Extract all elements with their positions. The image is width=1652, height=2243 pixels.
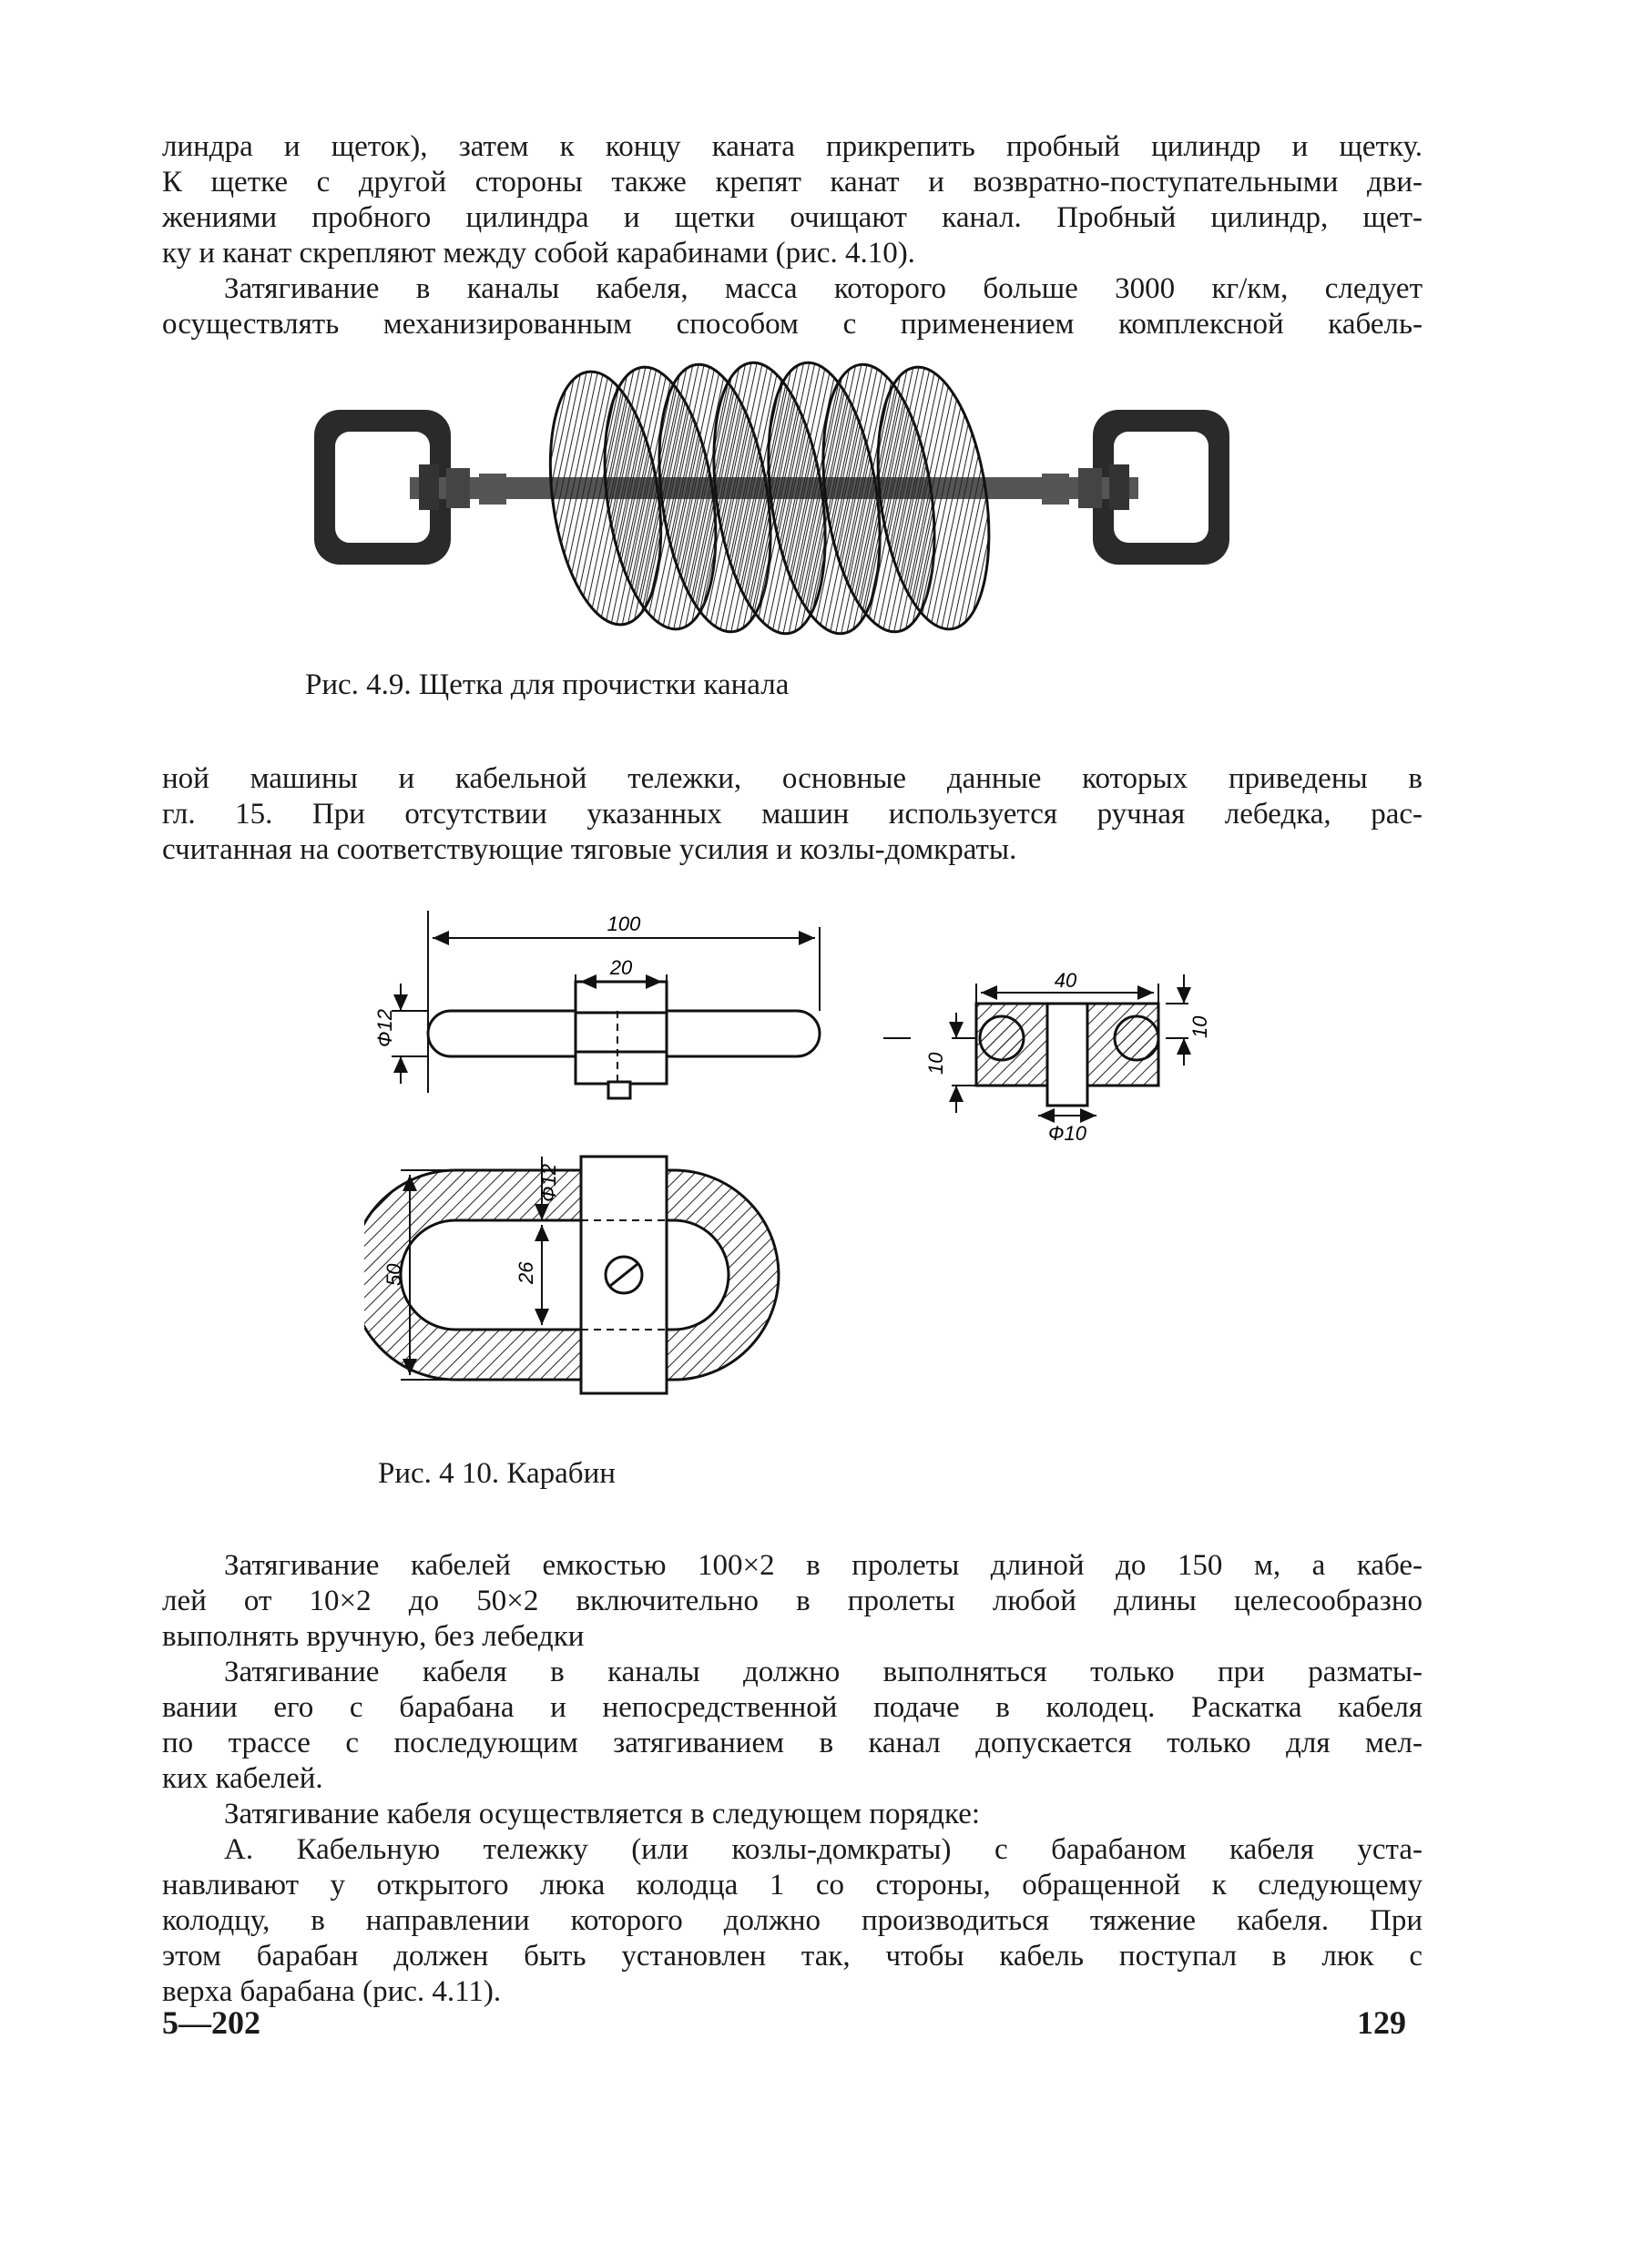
page-number: 129 xyxy=(1357,2004,1406,2041)
dim-top-length: 100 xyxy=(607,912,641,935)
section-view xyxy=(883,974,1188,1116)
text-line: Затягивание кабелей емкостью 100×2 в пролеты длиной до 150 м, а кабе- xyxy=(224,1549,1423,1582)
paragraph-2 xyxy=(162,271,1423,342)
dim-sect-left: 10 xyxy=(924,1052,947,1075)
dim-bot-rod: Ф12 xyxy=(537,1164,560,1202)
paragraph-1 xyxy=(162,129,1423,271)
text-line: ку и канат скрепляют между собой карабинами (рис. 4.10). xyxy=(162,237,915,270)
text-line: вании его с барабана и непосредственной подаче в колодец. Раскатка кабеля xyxy=(162,1691,1423,1724)
text-line: ной машины и кабельной тележки, основные данные которых приведены в xyxy=(162,762,1423,795)
text-line: лей от 10×2 до 50×2 включительно в пролеты любой длины целесообразно xyxy=(162,1585,1423,1617)
text-line: А. Кабельную тележку (или козлы-домкраты) с барабаном кабеля уста- xyxy=(224,1833,1423,1866)
text-line: выполнять вручную, без лебедки xyxy=(162,1620,585,1653)
text-line: верха барабана (рис. 4.11). xyxy=(162,1975,502,2008)
text-line: Затягивание кабеля осуществляется в следующем порядке: xyxy=(224,1798,981,1830)
dim-sect-width: 40 xyxy=(1054,969,1077,992)
text-line: осуществлять механизированным способом с применением комплексной кабель- xyxy=(162,308,1423,341)
text-line: линдра и щеток), затем к концу каната прикрепить пробный цилиндр и щетку. xyxy=(162,130,1423,163)
text-line: жениями пробного цилиндра и щетки очищают канал. Пробный цилиндр, щет- xyxy=(162,201,1423,234)
carabiner-drawing xyxy=(364,911,1239,1430)
text-line: считанная на соответствующие тяговые усилия и козлы-домкраты. xyxy=(162,833,1017,866)
text-line: К щетке с другой стороны также крепят канат и возвратно-поступательными дви- xyxy=(162,166,1423,199)
bristle-discs xyxy=(535,357,1004,641)
dim-bot-height: 50 xyxy=(382,1263,405,1286)
dim-sect-bolt: Ф10 xyxy=(1048,1122,1086,1145)
paragraph-4 xyxy=(162,1548,1423,1655)
paragraph-6 xyxy=(162,1797,1423,1832)
front-view xyxy=(364,1157,779,1393)
dim-top-sleeve: 20 xyxy=(609,956,633,979)
dim-top-rod: Ф12 xyxy=(373,1009,396,1047)
brush-illustration xyxy=(301,357,1284,658)
dim-bot-inner: 26 xyxy=(515,1261,537,1284)
paragraph-3 xyxy=(162,761,1423,868)
printer-signature: 5—202 xyxy=(162,2004,260,2041)
text-line: этом барабан должен быть установлен так, чтобы кабель поступал в люк с xyxy=(162,1940,1423,1973)
paragraph-7 xyxy=(162,1832,1423,2010)
text-line: Затягивание в каналы кабеля, масса которого больше 3000 кг/км, следует xyxy=(224,272,1423,305)
text-line: ких кабелей. xyxy=(162,1762,323,1795)
text-line: колодцу, в направлении которого должно производиться тяжение кабеля. При xyxy=(162,1904,1423,1937)
text-line: Затягивание кабеля в каналы должно выполняться только при разматы- xyxy=(224,1656,1423,1688)
figure-4-9-caption: Рис. 4.9. Щетка для прочистки канала xyxy=(305,668,790,701)
paragraph-5 xyxy=(162,1655,1423,1797)
text-line: гл. 15. При отсутствии указанных машин используется ручная лебедка, рас- xyxy=(162,798,1423,831)
side-view xyxy=(392,911,820,1098)
dim-sect-right: 10 xyxy=(1188,1015,1211,1038)
figure-4-10-caption: Рис. 4 10. Карабин xyxy=(378,1457,616,1490)
text-line: навливают у открытого люка колодца 1 со стороны, обращенной к следующему xyxy=(162,1869,1423,1901)
text-line: по трассе с последующим затягиванием в канал допускается только для мел- xyxy=(162,1727,1423,1759)
